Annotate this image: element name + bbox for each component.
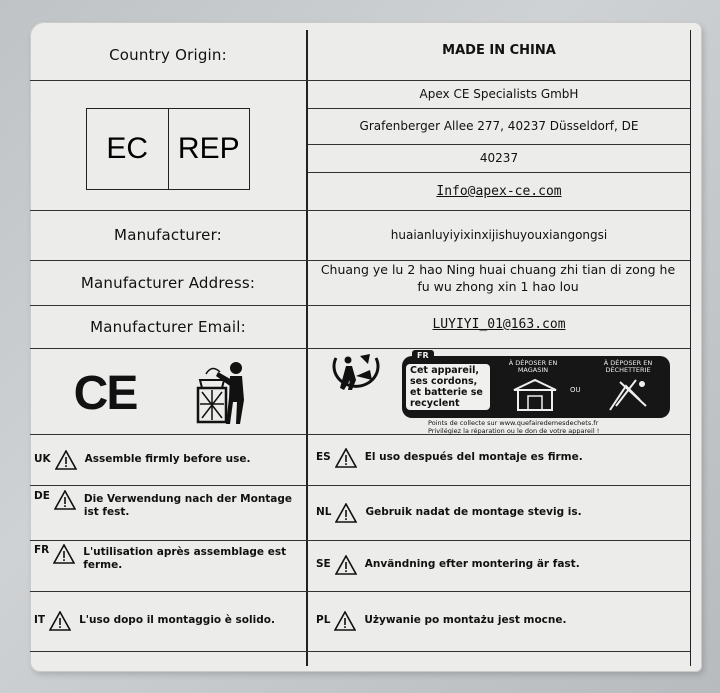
country-origin-label: Country Origin:: [109, 46, 227, 64]
warning-triangle-icon: [335, 555, 357, 575]
warning-code: UK: [34, 452, 51, 465]
warning-text: L'utilisation après assemblage est ferme.: [83, 546, 287, 572]
warning-it: [34, 591, 302, 651]
warning-triangle-icon: [335, 503, 357, 523]
warning-text: Gebruik nadat de montage stevig is.: [365, 506, 582, 519]
warning-code: PL: [316, 614, 331, 627]
warning-es: [316, 434, 686, 482]
warning-triangle-icon: [334, 611, 356, 631]
triman-badge: FR: [412, 350, 434, 361]
warning-triangle-icon: [55, 450, 77, 470]
warning-code: IT: [34, 614, 46, 627]
ec-rep-rep: REP: [168, 109, 250, 189]
product-label: [30, 22, 702, 672]
warning-text: L'uso dopo il montaggio è solido.: [79, 614, 275, 627]
warning-code: NL: [316, 506, 332, 519]
warning-uk: [34, 434, 302, 485]
warning-de: [34, 490, 302, 538]
manufacturer-email-label: Manufacturer Email:: [90, 317, 246, 336]
warning-triangle-icon: [53, 544, 75, 564]
weee-bin-icon: [180, 358, 250, 428]
manufacturer-label: Manufacturer:: [114, 226, 222, 244]
warning-text: Używanie po montażu jest mocne.: [364, 614, 567, 627]
manufacturer-address-value: Chuang ye lu 2 hao Ning huai chuang zhi tian di zong he fu wu zhong xin 1 hao lou: [320, 262, 676, 294]
manufacturer-address-label: Manufacturer Address:: [80, 273, 256, 292]
rep-company: Apex CE Specialists GmbH: [419, 87, 579, 101]
warning-nl: [316, 488, 686, 538]
rep-address: Grafenberger Allee 277, 40237 Düsseldorf, DE: [359, 119, 639, 133]
warning-triangle-icon: [335, 448, 357, 468]
warning-text: Användning efter montering är fast.: [364, 558, 580, 571]
warning-pl: [316, 593, 686, 649]
warning-code: FR: [34, 544, 50, 556]
triman-or: OU: [570, 386, 581, 394]
triman-option-center: À DÉPOSER EN DÉCHETTERIE: [603, 359, 653, 375]
manufacturer-value: huaianluyiyixinxijishuyouxiangongsi: [390, 228, 608, 242]
warning-text: Die Verwendung nach der Montage ist fest.: [83, 493, 293, 519]
warning-code: DE: [34, 490, 50, 502]
warning-triangle-icon: [49, 611, 71, 631]
triman-footer-collect: Points de collecte sur www.quefairedemesdechets.fr: [428, 419, 599, 427]
triman-text: Cet appareil, ses cordons, et batterie se recyclent: [406, 364, 490, 410]
rep-postcode: 40237: [479, 151, 519, 165]
warning-text: Assemble firmly before use.: [84, 452, 251, 465]
triman-footer-repair: Privilégiez la réparation ou le don de votre appareil !: [428, 426, 600, 435]
ec-rep-symbol: [86, 108, 250, 190]
warning-triangle-icon: [54, 490, 76, 510]
warning-fr: [34, 544, 302, 590]
rep-email: Info@apex-ce.com: [436, 183, 562, 199]
ce-mark: CE: [73, 366, 137, 420]
ec-rep-ec: EC: [106, 132, 149, 165]
triman-option-store: À DÉPOSER EN MAGASIN: [508, 359, 558, 375]
warning-code: SE: [316, 558, 331, 571]
warning-text: El uso después del montaje es firme.: [364, 451, 583, 464]
triman-info-panel: [402, 351, 670, 418]
triman-icon: [326, 350, 386, 396]
manufacturer-email-value: LUYIYI_01@163.com: [432, 316, 566, 332]
label-grid: [30, 30, 691, 666]
recycling-center-icon: [606, 376, 652, 412]
store-icon: [512, 378, 558, 412]
country-origin-value: MADE IN CHINA: [442, 42, 556, 58]
warning-se: [316, 542, 686, 588]
warning-code: ES: [316, 451, 331, 464]
